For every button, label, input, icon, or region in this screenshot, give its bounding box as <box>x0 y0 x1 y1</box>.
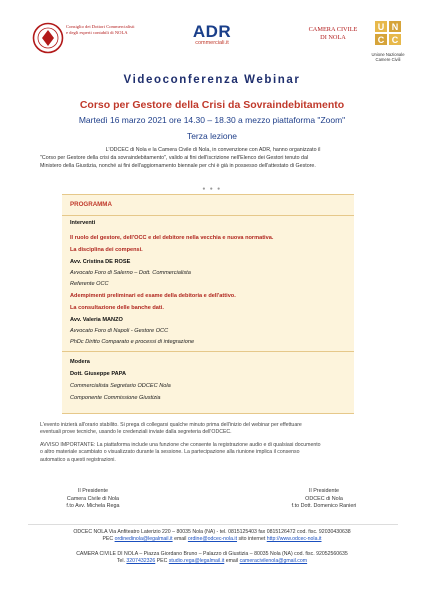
event-type-title: Videoconferenza Webinar <box>123 74 301 86</box>
uncc-mark-icon <box>374 20 402 46</box>
svg-text:C: C <box>377 35 385 45</box>
speaker-2-name: Avv. Valeria MANZO <box>70 317 123 323</box>
signature-odcec: Il Presidente ODCEC di Nola f.to Dott. Domenico Ranieri <box>291 488 357 510</box>
svg-text:U: U <box>377 22 385 32</box>
programma-divider <box>62 215 354 216</box>
lesson-label: Terza lezione <box>186 131 238 141</box>
letterhead <box>6 18 418 68</box>
topic-1: Il ruolo del gestore, dell'OCC e del debitore nella vecchia e nuova normativa. <box>70 235 274 241</box>
svg-text:N: N <box>391 22 399 32</box>
footer-divider <box>28 524 398 525</box>
speaker-2-role-1: Avvocato Foro di Napoli - Gestore OCC <box>70 328 169 334</box>
speaker-2-role-2: PhDc Diritto Comparato e processi di integrazione <box>70 339 195 345</box>
moderator-divider <box>62 351 354 352</box>
separator-dots: ● ● ● <box>202 186 222 192</box>
signature-camera-civile: Il Presidente Camera Civile di Nola f.to Avv. Michela Rega <box>66 488 120 510</box>
odcec-seal-logo <box>32 22 64 54</box>
odcec-email-link[interactable]: ordine@odcec-nola.it <box>187 536 238 542</box>
topic-3: Adempimenti preliminari ed esame della debitoria e dell'attivo. <box>70 293 236 299</box>
footer-camera-civile: CAMERA CIVILE DI NOLA – Piazza Giordano Bruno – Palazzo di Giustizia – 80035 Nola (NA) cod. fisc. 92052560635 Tel. 3207432326 PEC studio.rega@legalmail.it email cameracivilenola@gmail.com <box>76 551 348 564</box>
topic-4: La consultazione delle banche dati. <box>70 305 164 311</box>
notice-start-time: L'evento inizierà all'orario stabilito. Si prega di collegarsi qualche minuto prima dell'inizio del webinar per effettuare eventuali prove tecniche, usando le credenziali inviate dalla segreteria dell'ODCEC. <box>40 422 302 436</box>
camera-phone-link[interactable]: 3207432326 <box>126 558 156 564</box>
moderator-name: Dott. Giuseppe PAPA <box>70 371 127 377</box>
speaker-1-name: Avv. Cristina DE ROSE <box>70 259 131 265</box>
odcec-name: Consiglio dei Dottori Commercialisti e degli esperti contabili di NOLA <box>66 24 135 36</box>
uncc-logo <box>368 20 408 62</box>
odcec-pec-link[interactable]: ordinedinola@legalmail.it <box>114 536 173 542</box>
odcec-website-link[interactable]: http://www.odcec-nola.it <box>266 536 322 542</box>
footer-odcec: ODCEC NOLA Via Anfiteatro Laterizio 220 – 80035 Nola (NA) - tel. 0815125403 fax 0815126472 cod. fisc. 92030430638 PEC ordinedinola@legalmail.it email ordine@odcec-nola.it sito internet http://www.odcec-nola.it <box>73 529 351 542</box>
moderator-role-1: Commercialista Segretario ODCEC Nola <box>70 383 171 389</box>
interventi-label: Interventi <box>70 220 96 226</box>
speaker-1-role-1: Avvocato Foro di Salerno – Dott. Commercialista <box>70 270 191 276</box>
adr-mark: ADR <box>192 22 232 41</box>
programma-heading: PROGRAMMA <box>70 201 112 208</box>
modera-label: Modera <box>70 359 90 365</box>
topic-2: La disciplina dei compensi. <box>70 247 143 253</box>
speaker-1-role-2: Referente OCC <box>70 281 109 287</box>
camera-email-link[interactable]: cameracivilenola@gmail.com <box>239 558 308 564</box>
event-date: Martedì 16 marzo 2021 ore 14.30 – 18.30 a mezzo piattaforma "Zoom" <box>78 115 346 125</box>
moderator-role-2: Componente Commissione Giustizia <box>70 395 161 401</box>
uncc-name: Unione Nazionale Camere Civili <box>371 52 405 62</box>
notice-recording: AVVISO IMPORTANTE: La piattaforma include una funzione che consente la registrazione audio e di qualsiasi documento o altro materiale scambiato o visualizzato durante la sessione. La partecipazione alla riunione implica il consenso automatico a questi registrazioni. <box>40 442 321 463</box>
adr-logo <box>182 22 242 46</box>
intro-paragraph: L'ODCEC di Nola e la Camera Civile di Nola, in convenzione con ADR, hanno organizzato il "Corso per Gestore della crisi da sovraindebitamento", valido ai fini dell'iscrizione nell'Elenco dei Gestori tenuto dal Ministero della Giustizia, nonché ai fini dell'aggiornamento biennale per chi è già in possesso dell'attestato di Gestore. <box>40 147 321 169</box>
adr-sub: commerciali.it <box>195 40 229 46</box>
camera-civile-name: CAMERA CIVILE DI NOLA <box>308 26 358 41</box>
document-page <box>6 4 418 596</box>
camera-pec-link[interactable]: studio.rega@legalmail.it <box>168 558 225 564</box>
programma-box <box>62 194 354 414</box>
course-title: Corso per Gestore della Crisi da Sovraindebitamento <box>79 99 345 111</box>
svg-text:C: C <box>391 35 399 45</box>
